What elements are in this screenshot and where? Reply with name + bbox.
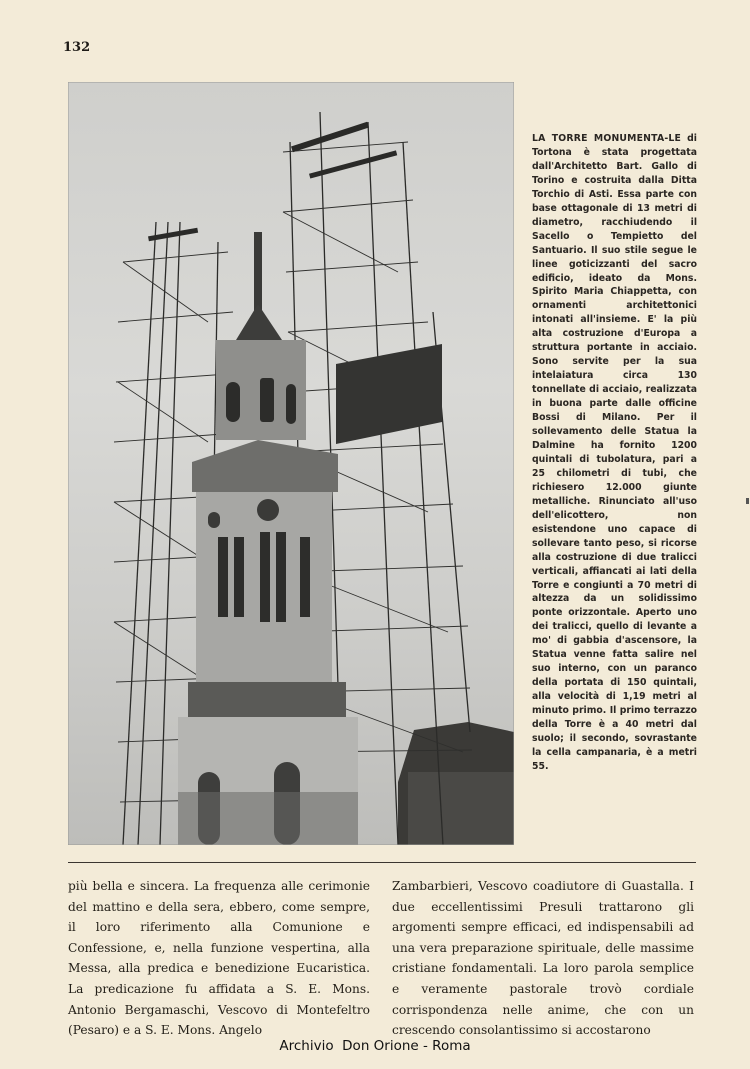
body-left-column: più bella e sincera. La frequenza alle cerimonie del mattino e della sera, ebbero, come sempre, il loro riferimento alla Comunione e Confessione, e, nella funzione vespertina, alla Messa, alla predica e benedizione Eucaristica. La predicazione fu affidata a S. E. Mons. Antonio Bergamaschi, Vescovo di Montefeltro (Pesaro) e a S. E. Mons. Angelo: [68, 879, 370, 1038]
top-bridge: [291, 122, 369, 152]
section-divider: [68, 862, 696, 863]
bell-tower: [178, 232, 358, 845]
archive-footer: Archivio Don Orione - Roma: [279, 1038, 471, 1054]
page-number: 132: [63, 40, 91, 55]
photo-caption: [532, 132, 697, 774]
caption-title: LA TORRE MONUMENTA-LE: [532, 133, 682, 144]
edge-mark: [746, 498, 749, 504]
statue-cage-panel: [336, 344, 442, 444]
caption-text: di Tortona è stata progettata dall'Architetto Bart. Gallo di Torino e costruita dalla Ditta Torchio di Asti. Essa parte con base ottagonale di 13 metri di diametro, racchiudendo il Sacello o Tempietto del Santuario. Il suo stile segue le linee goticizzanti del sacro edificio, ideato da Mons. Spirito Maria Chiappetta, con ornamenti architettonici intonati all'insieme. E' la più alta costruzione d'Europa a struttura portante in acciaio. Sono servite per la sua intelaiatura circa 130 tonnellate di acciaio, realizzata in buona parte dalle officine Bossi di Milano. Per il sollevamento delle Statua la Dalmine ha fornito 1200 quintali di tubolatura, pari a 25 chilometri di tubi, che richiesero 12.000 giunte metalliche. Rinunciato all'uso dell'elicottero, non esistendone uno capace di sollevare tanto peso, si ricorse alla costruzione di due tralicci verticali, affiancati ai lati della Torre e congiunti a 70 metri di altezza da un solidissimo ponte orizzontale. Aperto uno dei tralicci, quello di levante a mo' di gabbia d'ascensore, la Statua venne fatta salire nel suo interno, con un paranco della portata di 150 quintali, alla velocità di 1,19 metri al minuto primo. Il primo terrazzo della Torre è a 40 metri dal suolo; il secondo, sovrastante la cella campanaria, è a metri 55.: [532, 133, 697, 772]
scaffolding-tower-photo: [68, 82, 514, 845]
body-right-column: Zambarbieri, Vescovo coadiutore di Guastalla. I due eccellentissimi Presuli trattarono gli argomenti sempre efficaci, ed indispensabili ad una vera preparazione spirituale, delle massime cristiane fondamentali. La loro parola semplice e veramente pastorale trovò cordiale corrispondenza nelle anime, che con un crescendo consolantissimo si accostarono: [392, 879, 694, 1038]
